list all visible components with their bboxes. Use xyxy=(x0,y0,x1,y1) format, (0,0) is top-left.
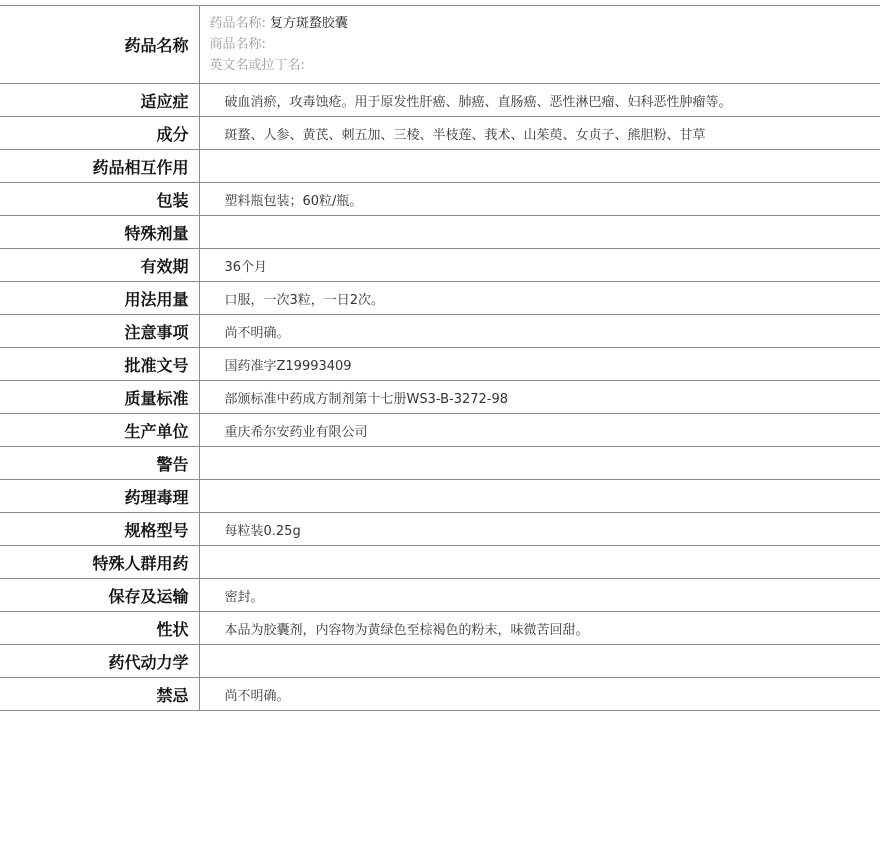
drug-name-label: 药品名称 xyxy=(0,6,199,84)
drug-name-row xyxy=(0,6,880,84)
row-pharmacology-toxicology xyxy=(0,480,880,513)
row-packaging xyxy=(0,183,880,216)
row-label: 包装 xyxy=(0,183,199,216)
row-indications xyxy=(0,84,880,117)
row-ingredients xyxy=(0,117,880,150)
row-value: 国药准字Z19993409 xyxy=(199,348,880,381)
generic-name-line xyxy=(210,13,880,34)
row-special-populations xyxy=(0,546,880,579)
row-label: 批准文号 xyxy=(0,348,199,381)
row-manufacturer xyxy=(0,414,880,447)
row-value xyxy=(199,480,880,513)
trade-name-key: 商品名称: xyxy=(209,37,266,52)
row-value xyxy=(199,150,880,183)
row-specification xyxy=(0,513,880,546)
row-value: 破血消瘀，攻毒蚀疮。用于原发性肝癌、肺癌、直肠癌、恶性淋巴瘤、妇科恶性肿瘤等。 xyxy=(199,84,880,117)
row-value: 口服，一次3粒，一日2次。 xyxy=(199,282,880,315)
row-shelf-life xyxy=(0,249,880,282)
row-label: 特殊人群用药 xyxy=(0,546,199,579)
row-usage-dosage xyxy=(0,282,880,315)
drug-spec-table xyxy=(0,5,880,711)
row-label: 生产单位 xyxy=(0,414,199,447)
english-name-key: 英文名或拉丁名: xyxy=(209,58,305,73)
row-value: 塑料瓶包装；60粒/瓶。 xyxy=(199,183,880,216)
row-value xyxy=(199,216,880,249)
row-label: 药品相互作用 xyxy=(0,150,199,183)
row-contraindications xyxy=(0,678,880,711)
row-value xyxy=(199,546,880,579)
row-label: 规格型号 xyxy=(0,513,199,546)
row-value xyxy=(199,447,880,480)
row-quality-standard xyxy=(0,381,880,414)
row-label: 质量标准 xyxy=(0,381,199,414)
row-label: 性状 xyxy=(0,612,199,645)
row-value: 重庆希尔安药业有限公司 xyxy=(199,414,880,447)
row-value: 部颁标准中药成方制剂第十七册WS3-B-3272-98 xyxy=(199,381,880,414)
row-value: 密封。 xyxy=(199,579,880,612)
row-value: 尚不明确。 xyxy=(199,315,880,348)
row-value: 尚不明确。 xyxy=(199,678,880,711)
row-warning xyxy=(0,447,880,480)
row-label: 禁忌 xyxy=(0,678,199,711)
row-value: 本品为胶囊剂，内容物为黄绿色至棕褐色的粉末，味微苦回甜。 xyxy=(199,612,880,645)
row-label: 药理毒理 xyxy=(0,480,199,513)
row-label: 保存及运输 xyxy=(0,579,199,612)
row-drug-interactions xyxy=(0,150,880,183)
row-pharmacokinetics xyxy=(0,645,880,678)
trade-name-line xyxy=(210,34,880,55)
row-label: 警告 xyxy=(0,447,199,480)
row-value xyxy=(199,645,880,678)
generic-name-key: 药品名称: xyxy=(209,16,266,31)
row-label: 特殊剂量 xyxy=(0,216,199,249)
drug-name-cell xyxy=(199,6,880,84)
row-value: 斑蝥、人参、黄芪、刺五加、三棱、半枝莲、莪术、山茱萸、女贞子、熊胆粉、甘草 xyxy=(199,117,880,150)
row-label: 成分 xyxy=(0,117,199,150)
row-value: 每粒装0.25g xyxy=(199,513,880,546)
row-label: 用法用量 xyxy=(0,282,199,315)
row-label: 有效期 xyxy=(0,249,199,282)
row-precautions xyxy=(0,315,880,348)
row-approval-number xyxy=(0,348,880,381)
row-label: 药代动力学 xyxy=(0,645,199,678)
row-label: 注意事项 xyxy=(0,315,199,348)
row-storage-transport xyxy=(0,579,880,612)
row-description xyxy=(0,612,880,645)
english-name-line xyxy=(210,55,880,76)
row-label: 适应症 xyxy=(0,84,199,117)
row-value: 36个月 xyxy=(199,249,880,282)
generic-name-value: 复方斑蝥胶囊 xyxy=(269,16,348,31)
row-special-dosage xyxy=(0,216,880,249)
